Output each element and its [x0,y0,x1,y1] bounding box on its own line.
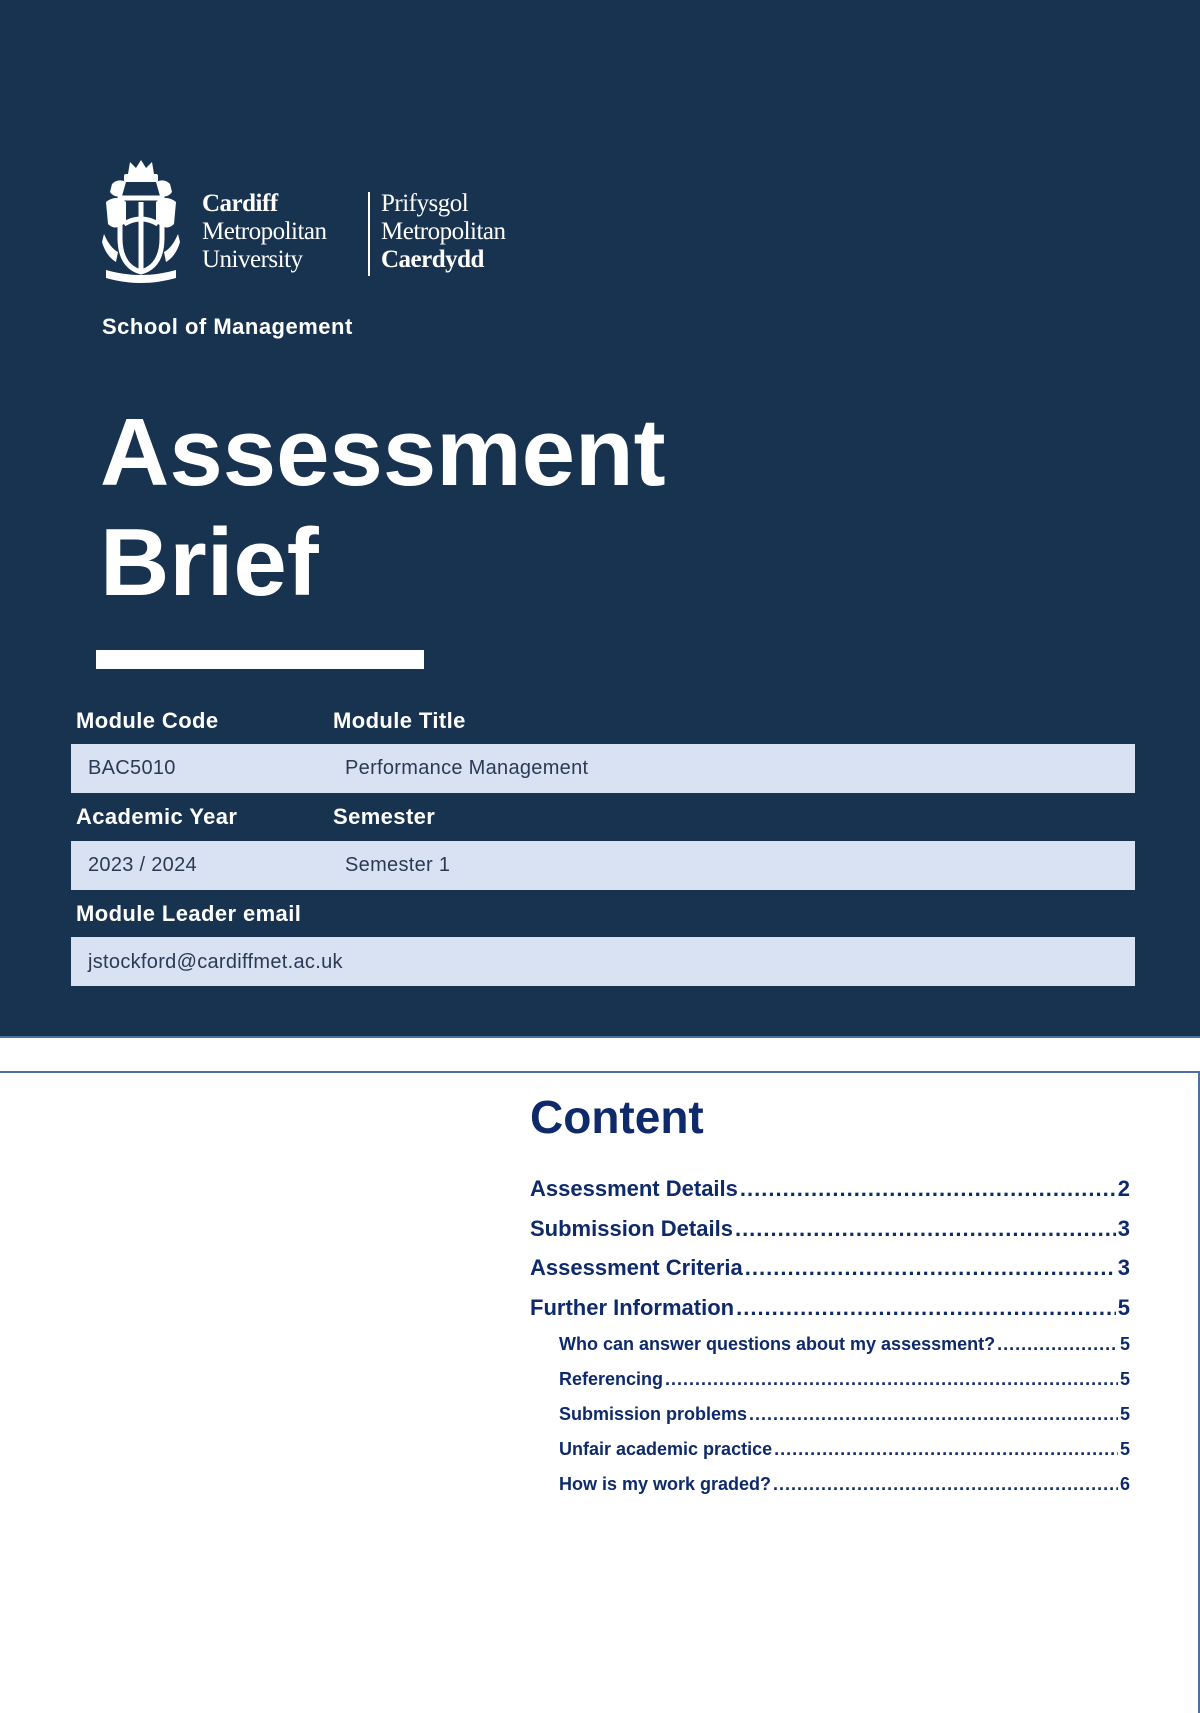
logo-divider [368,192,370,276]
toc-entry-label: Assessment Criteria [530,1255,743,1280]
toc-page-number: 3 [1117,1255,1130,1280]
logo-line: University [202,246,303,273]
toc-leader-dots [997,1334,1118,1355]
toc-entry-label: Submission problems [559,1404,748,1424]
academic-year-value: 2023 / 2024 [88,854,197,876]
logo-line: Prifysgol [381,190,469,217]
academic-year-label: Academic Year [76,804,238,829]
toc-entry-label: Referencing [559,1369,664,1389]
leader-email-value: jstockford@cardiffmet.ac.uk [88,951,343,973]
toc-entry-label: Unfair academic practice [559,1439,773,1459]
logo-line: Caerdydd [381,246,484,273]
logo-line: Metropolitan [381,218,506,245]
toc-subentry[interactable] [530,1474,1130,1509]
toc-page-number: 6 [1119,1474,1130,1494]
toc-entry[interactable] [530,1295,1130,1335]
toc-page-number: 5 [1119,1439,1130,1459]
toc-entry-label: Assessment Details [530,1176,738,1201]
toc-entry-label: Submission Details [530,1215,733,1241]
toc-page-number: 5 [1119,1334,1130,1354]
module-code-label: Module Code [76,708,219,733]
toc-leader-dots [773,1474,1118,1495]
toc-subentry[interactable] [530,1439,1130,1474]
toc-entry-label: How is my work graded? [559,1474,772,1494]
toc-subentry[interactable] [530,1334,1130,1369]
toc-leader-dots [749,1404,1118,1425]
toc-subentry[interactable] [530,1404,1130,1439]
leader-email-label: Module Leader email [76,901,302,926]
toc-page-number: 5 [1119,1404,1130,1424]
university-crest-icon [100,158,182,286]
semester-label: Semester [333,804,436,829]
toc-entry-label: Further Information [530,1294,735,1320]
logo-welsh-name [381,190,506,274]
logo-line: Cardiff [202,190,278,217]
toc-leader-dots [665,1369,1118,1390]
toc-leader-dots [736,1295,1116,1321]
toc-page-number: 3 [1117,1215,1130,1241]
title-line: Assessment [100,399,666,506]
toc-leader-dots [774,1439,1118,1460]
contents-heading: Content [530,1091,704,1143]
toc-entry[interactable] [530,1216,1130,1256]
toc-entry[interactable] [530,1255,1130,1295]
toc-page-number: 5 [1119,1369,1130,1389]
logo-english-name [202,190,327,274]
logo-line: Metropolitan [202,218,327,245]
university-logo [100,158,540,290]
term-details-row [71,841,1135,890]
toc-entry[interactable] [530,1176,1130,1216]
school-name: School of Management [102,314,353,339]
toc-leader-dots [735,1216,1116,1242]
page-title [100,398,666,618]
toc-page-number: 5 [1117,1294,1130,1320]
module-code-value: BAC5010 [88,757,176,779]
module-title-value: Performance Management [345,757,589,779]
module-title-label: Module Title [333,708,466,733]
semester-value: Semester 1 [345,854,451,876]
module-details-row [71,744,1135,793]
title-line: Brief [100,509,319,616]
title-underline [96,650,424,669]
table-of-contents [530,1088,1130,1509]
toc-leader-dots [745,1255,1116,1281]
toc-page-number: 2 [1117,1176,1130,1201]
toc-subentry[interactable] [530,1369,1130,1404]
toc-leader-dots [740,1176,1116,1202]
toc-entry-label: Who can answer questions about my assessment? [559,1334,996,1354]
